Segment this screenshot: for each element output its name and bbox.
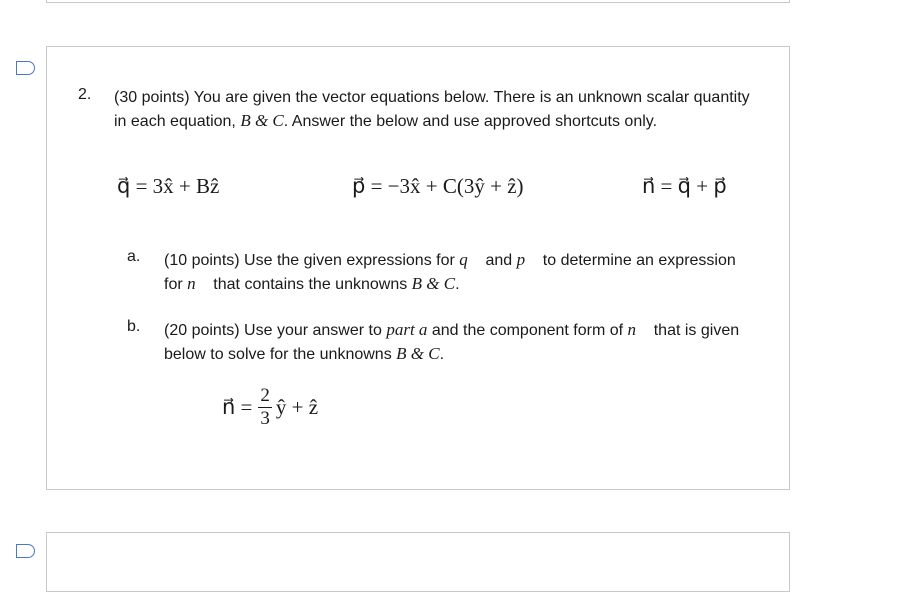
given-fraction: [258, 385, 272, 430]
previous-question-card: [46, 0, 790, 3]
part-a-text-1: Use the given expressions for: [239, 252, 460, 269]
part-b-points: (20 points): [164, 322, 240, 339]
question-intro-text-1: You are given the vector equations below. There is an unknown scalar quantity in each equation,: [114, 89, 750, 130]
given-n-equation: [222, 385, 318, 430]
part-b-ref: part a: [386, 320, 428, 339]
part-a-unknowns: B & C: [411, 274, 456, 293]
part-a-p-vector: p⃗: [516, 250, 539, 269]
equation-n: n⃗ = q⃗ + p⃗: [642, 174, 727, 198]
question-intro-text-2: . Answer the below and use approved shortcuts only.: [283, 113, 658, 130]
question-points: (30 points): [114, 89, 190, 106]
part-b-n-vector: n⃗: [627, 320, 650, 339]
part-a-q-vector: q⃗: [459, 250, 481, 269]
equation-q: q⃗ = 3x̂ + Bẑ: [117, 174, 220, 198]
part-a-points: (10 points): [164, 252, 240, 269]
part-b-text-4: .: [439, 346, 445, 363]
question-unknowns: B & C: [240, 111, 284, 130]
part-a-text: [164, 248, 754, 296]
part-a-n-vector: n⃗: [187, 274, 209, 293]
given-n-lhs: n⃗ =: [222, 395, 253, 419]
part-a-text-3: to determine an expression for: [164, 252, 736, 293]
part-b-label: b.: [127, 318, 141, 335]
fraction-denominator: 3: [260, 408, 270, 429]
equation-p: p⃗ = −3x̂ + C(3ŷ + ẑ): [352, 174, 524, 198]
part-b-text-2: and the component form of: [427, 322, 628, 339]
part-b-text: [164, 318, 754, 366]
given-n-rhs: ŷ + ẑ: [275, 395, 319, 419]
part-a-text-2: and: [481, 252, 517, 269]
flag-question-icon[interactable]: [16, 61, 35, 75]
question-number: 2.: [78, 86, 92, 103]
part-b-unknowns: B & C: [396, 344, 440, 363]
part-b-text-1: Use your answer to: [239, 322, 387, 339]
part-a-label: a.: [127, 248, 141, 265]
part-b-text-3: that is given below to solve for the unknowns: [164, 322, 740, 363]
question-prompt: [114, 86, 754, 133]
part-a-text-5: .: [455, 276, 460, 293]
fraction-numerator: 2: [260, 385, 270, 406]
next-question-card: [46, 532, 790, 592]
part-a-text-4: that contains the unknowns: [208, 276, 412, 293]
